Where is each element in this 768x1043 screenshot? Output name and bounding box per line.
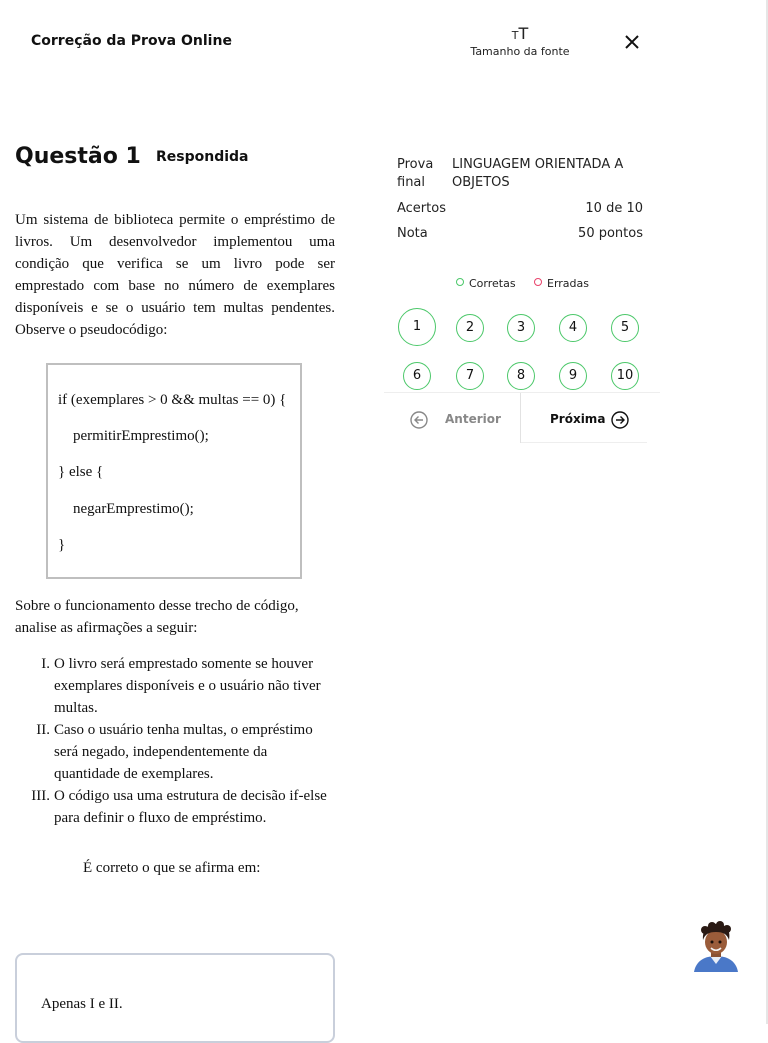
exam-name-line: OBJETOS [452,175,510,190]
answer-option-text: Apenas I e II. [41,996,123,1012]
question-status: Respondida [156,149,249,165]
nota-value: 50 pontos [578,226,643,241]
exam-name-line: LINGUAGEM ORIENTADA A [452,157,624,172]
affirmation-text: Caso o usuário tenha multas, o empréstimo será negado, independentemente da quantidade de exemplares. [54,722,313,782]
answer-option[interactable] [15,953,335,1043]
previous-label: Anterior [445,412,501,426]
question-nav-7[interactable]: 7 [456,362,484,390]
question-nav-9[interactable]: 9 [559,362,587,390]
legend-correct-label: Corretas [469,277,516,290]
code-line: negarEmprestimo(); [73,501,194,517]
arrow-left-icon [409,410,429,430]
question-nav-8[interactable]: 8 [507,362,535,390]
affirmation-number: I. [41,656,50,672]
affirmation-text: O código usa uma estrutura de decisão if-else para definir o fluxo de empréstimo. [54,788,327,826]
question-nav-3[interactable]: 3 [507,314,535,342]
font-size-label: Tamanho da fonte [470,45,570,58]
nota-label: Nota [397,226,428,241]
assistant-avatar[interactable] [690,920,742,972]
code-line: if (exemplares > 0 && multas == 0) { [58,392,287,408]
wrong-dot-icon [534,278,542,286]
nav-divider [520,393,521,443]
exam-label [397,156,433,192]
code-line: } [58,537,66,553]
affirmation-number: III. [31,788,50,804]
acertos-value: 10 de 10 [585,201,643,216]
correct-dot-icon [456,278,464,286]
question-ask: É correto o que se afirma em: [83,860,261,876]
font-size-icon: TT [511,24,529,43]
nav-divider [384,392,660,393]
close-icon[interactable] [620,30,644,54]
arrow-right-icon [610,410,630,430]
previous-button[interactable] [409,410,501,433]
affirmation-number: II. [36,722,50,738]
nav-divider [521,442,647,443]
affirmation-item [15,785,335,829]
question-title: Questão 1 [15,144,141,169]
question-nav-4[interactable]: 4 [559,314,587,342]
affirmation-item [15,719,335,785]
exam-label-line: Prova [397,157,434,172]
question-prompt: Sobre o funcionamento desse trecho de código, analise as afirmações a seguir: [15,598,299,636]
code-block [46,363,302,579]
question-nav-5[interactable]: 5 [611,314,639,342]
legend-correct [456,277,516,290]
question-nav-2[interactable]: 2 [456,314,484,342]
legend-wrong-label: Erradas [547,277,589,290]
affirmation-text: O livro será emprestado somente se houver exemplares disponíveis e o usuário não tiver multas. [54,656,321,716]
acertos-label: Acertos [397,201,446,216]
affirmation-list [15,653,335,829]
exam-name [452,156,623,192]
question-nav-1[interactable]: 1 [398,308,436,346]
question-nav-10[interactable]: 10 [611,362,639,390]
question-statement: Um sistema de biblioteca permite o empréstimo de livros. Um desenvolvedor implementou uma condição que verifica se um livro pode ser emprestado com base no número de exemplares disponíveis e se o usuário tem multas pendentes. Observe o pseudocódigo: [15,212,335,338]
exam-label-line: final [397,175,426,190]
question-nav-6[interactable]: 6 [403,362,431,390]
next-label: Próxima [550,412,606,426]
app-title: Correção da Prova Online [31,33,232,49]
code-line: } else { [58,464,104,480]
font-size-button[interactable] [464,26,576,62]
code-line: permitirEmprestimo(); [73,428,209,444]
legend-wrong [534,277,589,290]
affirmation-item [15,653,335,719]
